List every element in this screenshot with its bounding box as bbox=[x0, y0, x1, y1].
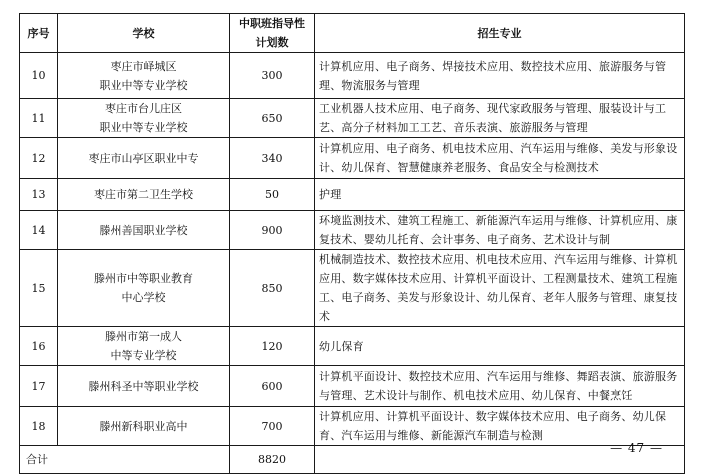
school-name-line: 滕州市中等职业教育 bbox=[94, 272, 193, 285]
total-quota: 8820 bbox=[230, 446, 315, 474]
row-majors: 计算机应用、电子商务、焊接技术应用、数控技术应用、旅游服务与管理、物流服务与管理 bbox=[315, 53, 685, 99]
row-majors: 环境监测技术、建筑工程施工、新能源汽车运用与维修、计算机应用、康复技术、婴幼儿托育、会计事务、电子商务、艺术设计与制 bbox=[315, 211, 685, 250]
row-school bbox=[58, 407, 230, 446]
header-index: 序号 bbox=[20, 14, 58, 53]
row-index: 15 bbox=[20, 250, 58, 327]
school-name-line: 滕州科圣中等职业学校 bbox=[88, 379, 199, 393]
school-name-line: 职业中等专业学校 bbox=[99, 78, 188, 92]
table-row bbox=[20, 407, 685, 446]
row-majors: 护理 bbox=[315, 179, 685, 211]
row-quota: 300 bbox=[230, 53, 315, 99]
row-index: 18 bbox=[20, 407, 58, 446]
row-quota: 850 bbox=[230, 250, 315, 327]
row-quota: 120 bbox=[230, 327, 315, 366]
header-quota-line-1: 中职班指导性 bbox=[239, 17, 305, 30]
row-majors: 计算机应用、电子商务、机电技术应用、汽车运用与维修、美发与形象设计、幼儿保育、智慧健康养老服务、食品安全与检测技术 bbox=[315, 138, 685, 179]
row-index: 10 bbox=[20, 53, 58, 99]
school-name-line: 职业中等专业学校 bbox=[99, 121, 188, 134]
table-row bbox=[20, 179, 685, 211]
header-majors: 招生专业 bbox=[315, 14, 685, 53]
school-name-line: 滕州新科职业高中 bbox=[99, 419, 188, 433]
row-quota: 600 bbox=[230, 366, 315, 407]
row-index: 16 bbox=[20, 327, 58, 366]
school-name-line: 滕州市第一成人 bbox=[105, 330, 182, 343]
row-quota: 50 bbox=[230, 179, 315, 211]
row-school bbox=[58, 327, 230, 366]
school-name-line: 枣庄市山亭区职业中专 bbox=[88, 151, 199, 165]
row-school bbox=[58, 366, 230, 407]
row-majors: 工业机器人技术应用、电子商务、现代家政服务与管理、服装设计与工艺、高分子材料加工工艺、音乐表演、旅游服务与管理 bbox=[315, 99, 685, 138]
row-quota: 650 bbox=[230, 99, 315, 138]
school-name-line: 中等专业学校 bbox=[110, 349, 177, 362]
total-row bbox=[20, 446, 685, 474]
row-index: 12 bbox=[20, 138, 58, 179]
row-school bbox=[58, 250, 230, 327]
row-index: 11 bbox=[20, 99, 58, 138]
page-number: — 47 — bbox=[610, 441, 663, 455]
row-majors: 机械制造技术、数控技术应用、机电技术应用、汽车运用与维修、计算机应用、数字媒体技术应用、计算机平面设计、工程测量技术、建筑工程施工、电子商务、美发与形象设计、幼儿保育、老年人服务与管理、康复技术 bbox=[315, 250, 685, 327]
header-school: 学校 bbox=[58, 14, 230, 53]
school-name-line: 枣庄市台儿庄区 bbox=[105, 102, 182, 115]
row-quota: 900 bbox=[230, 211, 315, 250]
row-index: 13 bbox=[20, 179, 58, 211]
table-row bbox=[20, 211, 685, 250]
total-label: 合计 bbox=[20, 446, 230, 474]
row-school bbox=[58, 53, 230, 99]
school-name-line: 枣庄市峄城区 bbox=[110, 59, 177, 73]
row-majors: 幼儿保育 bbox=[315, 327, 685, 366]
table-row bbox=[20, 366, 685, 407]
row-school bbox=[58, 138, 230, 179]
school-name-line: 枣庄市第二卫生学校 bbox=[94, 188, 193, 201]
row-school bbox=[58, 179, 230, 211]
table-row bbox=[20, 99, 685, 138]
table-row bbox=[20, 250, 685, 327]
row-school bbox=[58, 99, 230, 138]
header-quota-line-2: 计划数 bbox=[255, 36, 289, 49]
school-name-line: 滕州善国职业学校 bbox=[99, 223, 188, 237]
row-school bbox=[58, 211, 230, 250]
row-majors: 计算机平面设计、数控技术应用、汽车运用与维修、舞蹈表演、旅游服务与管理、艺术设计与制作、机电技术应用、幼儿保育、中餐烹饪 bbox=[315, 366, 685, 407]
row-quota: 700 bbox=[230, 407, 315, 446]
row-index: 14 bbox=[20, 211, 58, 250]
row-quota: 340 bbox=[230, 138, 315, 179]
table-header-row bbox=[20, 14, 685, 53]
table-row bbox=[20, 53, 685, 99]
enrollment-plan-table bbox=[19, 13, 685, 474]
header-quota bbox=[230, 14, 315, 53]
school-name-line: 中心学校 bbox=[121, 291, 166, 304]
table-row bbox=[20, 138, 685, 179]
row-majors: 计算机应用、计算机平面设计、数字媒体技术应用、电子商务、幼儿保育、汽车运用与维修、新能源汽车制造与检测 bbox=[315, 407, 685, 446]
row-index: 17 bbox=[20, 366, 58, 407]
table-row bbox=[20, 327, 685, 366]
